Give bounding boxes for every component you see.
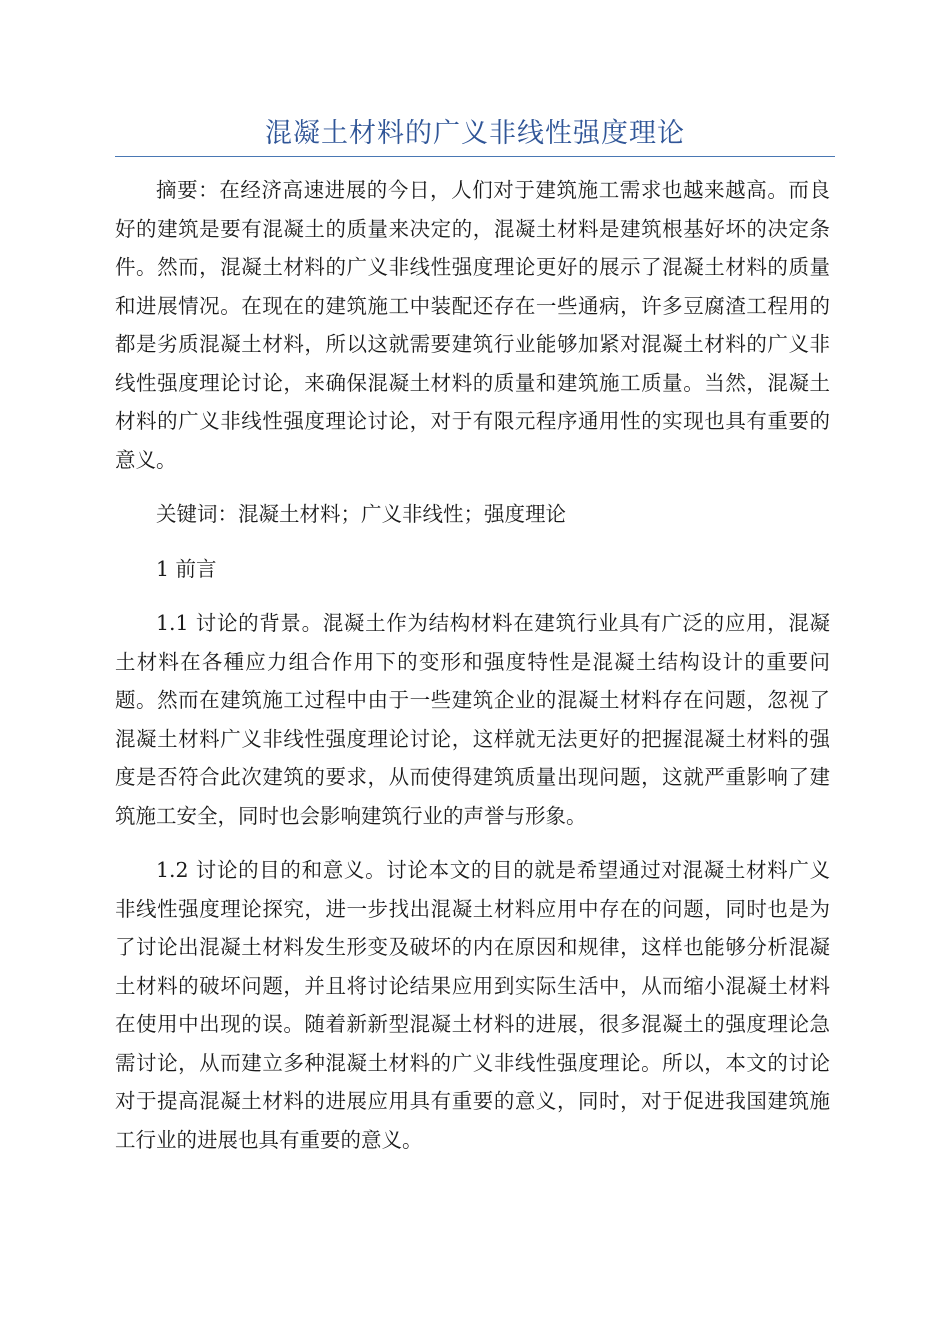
document-title: 混凝土材料的广义非线性强度理论 <box>265 118 685 149</box>
title-block <box>115 112 835 157</box>
document-body <box>115 171 830 1175</box>
section-heading-1: 1 前言 <box>156 556 217 581</box>
section-1-2-paragraph: 1.2 讨论的目的和意义。讨论本文的目的就是希望通过对混凝土材料广义非线性强度理论探究，进一步找出混凝土材料应用中存在的问题，同时也是为了讨论出混凝土材料发生形变及破坏的内在原因和规律，这样也能够分析混凝土材料的破坏问题，并且将讨论结果应用到实际生活中，从而缩小混凝土材料在使用中出现的误。随着新新型混凝土材料的进展，很多混凝土的强度理论急需讨论，从而建立多种混凝土材料的广义非线性强度理论。所以，本文的讨论对于提高混凝土材料的进展应用具有重要的意义，同时，对于促进我国建筑施工行业的进展也具有重要的意义。 <box>115 858 830 1152</box>
section-1-1-paragraph: 1.1 讨论的背景。混凝土作为结构材料在建筑行业具有广泛的应用，混凝土材料在各種应力组合作用下的变形和强度特性是混凝土结构设计的重要问题。然而在建筑施工过程中由于一些建筑企业的混凝土材料存在问题，忽视了混凝土材料广义非线性强度理论讨论，这样就无法更好的把握混凝土材料的强度是否符合此次建筑的要求，从而使得建筑质量出现问题，这就严重影响了建筑施工安全，同时也会影响建筑行业的声誉与形象。 <box>115 611 830 828</box>
keywords-paragraph: 关键词：混凝土材料；广义非线性；强度理论 <box>156 502 566 526</box>
abstract-paragraph: 摘要：在经济高速进展的今日，人们对于建筑施工需求也越来越高。而良好的建筑是要有混凝土的质量来决定的，混凝土材料是建筑根基好坏的决定条件。然而，混凝土材料的广义非线性强度理论更好的展示了混凝土材料的质量和进展情况。在现在的建筑施工中装配还存在一些通病，许多豆腐渣工程用的都是劣质混凝土材料，所以这就需要建筑行业能够加紧对混凝土材料的广义非线性强度理论讨论，来确保混凝土材料的质量和建筑施工质量。当然，混凝土材料的广义非线性强度理论讨论，对于有限元程序通用性的实现也具有重要的意义。 <box>115 178 830 472</box>
